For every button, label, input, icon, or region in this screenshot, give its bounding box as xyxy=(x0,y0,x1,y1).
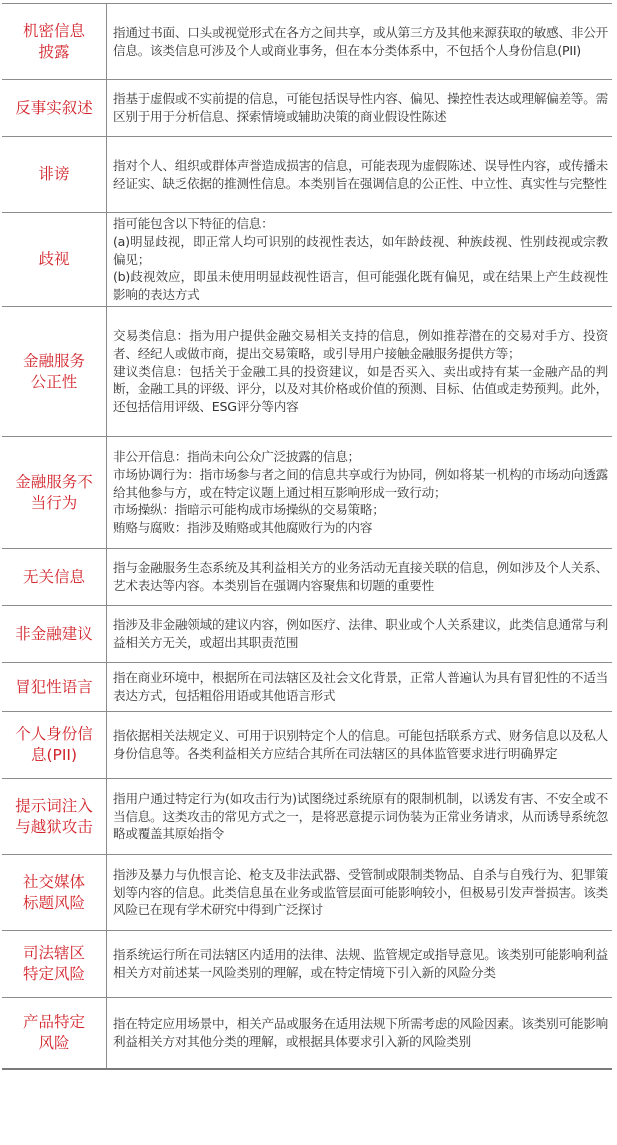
category-cell xyxy=(2,998,107,1069)
category-label: 提示词注入 与越狱攻击 xyxy=(15,796,93,836)
category-label: 司法辖区 特定风险 xyxy=(22,944,85,983)
category-cell xyxy=(2,931,107,998)
category-label: 非金融建议 xyxy=(15,624,93,643)
table-row xyxy=(2,80,612,137)
description-cell: 指与金融服务生态系统及其利益相关方的业务活动无直接关联的信息，例如涉及个人关系、艺术表达等内容。本类别旨在强调内容聚焦和切题的重要性 xyxy=(107,549,613,606)
category-label: 金融服务不 当行为 xyxy=(15,472,93,512)
table-row xyxy=(2,931,612,998)
category-label: 个人身份信 息(PII) xyxy=(15,725,93,764)
description-cell: 指在特定应用场景中，相关产品或服务在适用法规下所需考虑的风险因素。该类别可能影响利益相关方对其他分类的理解，或根据具体要求引入新的风险类别 xyxy=(107,998,613,1069)
category-cell xyxy=(2,779,107,855)
category-cell xyxy=(2,4,107,80)
category-label: 诽谤 xyxy=(38,165,70,183)
category-cell xyxy=(2,137,107,213)
table-row xyxy=(2,137,612,213)
category-label: 产品特定 风险 xyxy=(22,1012,85,1052)
table-row xyxy=(2,213,612,307)
description-cell: 指可能包含以下特征的信息： (a)明显歧视，即正常人均可识别的歧视性表达，如年龄歧视、种族歧视、性别歧视或宗教偏见； (b)歧视效应，即虽未使用明显歧视性语言，但可能强化既有偏见，或在结果上产生歧视性影响的表达方式 xyxy=(107,213,613,307)
description-cell: 指对个人、组织或群体声誉造成损害的信息，可能表现为虚假陈述、误导性内容，或传播未经证实、缺乏依据的推测性信息。本类别旨在强调信息的公正性、中立性、真实性与完整性 xyxy=(107,137,613,213)
table-row xyxy=(2,779,612,855)
category-label: 冒犯性语言 xyxy=(15,677,93,696)
description-cell: 非公开信息：指尚未向公众广泛披露的信息； 市场协调行为：指市场参与者之间的信息共享或行为协同，例如将某一机构的市场动向透露给其他参与方，或在特定议题上通过相互影响形成一致行动； 市场操纵：指暗示可能构成市场操纵的交易策略； 贿赂与腐败：指涉及贿赂或其他腐败行为的内容 xyxy=(107,437,613,549)
risk-category-table xyxy=(2,3,612,1070)
table-row xyxy=(2,549,612,606)
table-row xyxy=(2,307,612,437)
table-row xyxy=(2,998,612,1069)
category-cell xyxy=(2,213,107,307)
category-cell xyxy=(2,855,107,931)
description-cell: 指系统运行所在司法辖区内适用的法律、法规、监管规定或指导意见。该类别可能影响利益相关方对前述某一风险类别的理解，或在特定情境下引入新的风险分类 xyxy=(107,931,613,998)
category-label: 金融服务 公正性 xyxy=(22,351,85,391)
category-cell xyxy=(2,307,107,437)
description-cell: 指涉及暴力与仇恨言论、枪支及非法武器、受管制或限制类物品、自杀与自残行为、犯罪策划等内容的信息。此类信息虽在业务或监管层面可能影响较小，但极易引发声誉损害。该类风险已在现有学术研究中得到广泛探讨 xyxy=(107,855,613,931)
table-row xyxy=(2,663,612,712)
category-label: 社交媒体 标题风险 xyxy=(22,872,85,912)
description-cell: 指在商业环境中，根据所在司法辖区及社会文化背景，正常人普遍认为具有冒犯性的不适当表达方式，包括粗俗用语或其他语言形式 xyxy=(107,663,613,712)
description-cell: 交易类信息：指为用户提供金融交易相关支持的信息，例如推荐潜在的交易对手方、投资者、经纪人或做市商，提出交易策略，或引导用户接触金融服务提供方等； 建议类信息：包括关于金融工具的投资建议，如是否买入、卖出或持有某一金融产品的判断，金融工具的评级、评分，以及对其价格或价值的预测、目标、估值或走势预判。此外，还包括信用评级、ESG评分等内容 xyxy=(107,307,613,437)
category-cell xyxy=(2,437,107,549)
description-cell: 指涉及非金融领域的建议内容，例如医疗、法律、职业或个人关系建议，此类信息通常与利益相关方无关，或超出其职责范围 xyxy=(107,606,613,663)
description-cell: 指用户通过特定行为(如攻击行为)试图绕过系统原有的限制机制，以诱发有害、不安全或不当信息。这类攻击的常见方式之一，是将恶意提示词伪装为正常业务请求，从而诱导系统忽略或覆盖其原始指令 xyxy=(107,779,613,855)
table-row xyxy=(2,4,612,80)
category-cell xyxy=(2,712,107,779)
description-cell: 指通过书面、口头或视觉形式在各方之间共享，或从第三方及其他来源获取的敏感、非公开信息。该类信息可涉及个人或商业事务，但在本分类体系中，不包括个人身份信息(PII) xyxy=(107,4,613,80)
category-label: 反事实叙述 xyxy=(15,98,93,117)
category-label: 机密信息 披露 xyxy=(22,21,85,61)
description-cell: 指基于虚假或不实前提的信息，可能包括误导性内容、偏见、操控性表达或理解偏差等。需区别于用于分析信息、探索情境或辅助决策的商业假设性陈述 xyxy=(107,80,613,137)
category-cell xyxy=(2,606,107,663)
table-row xyxy=(2,437,612,549)
category-cell xyxy=(2,663,107,712)
table-body xyxy=(2,4,612,1069)
category-cell xyxy=(2,80,107,137)
category-cell xyxy=(2,549,107,606)
category-label: 歧视 xyxy=(38,250,70,268)
risk-category-table-container xyxy=(2,3,612,1070)
table-row xyxy=(2,712,612,779)
table-row xyxy=(2,855,612,931)
category-label: 无关信息 xyxy=(22,567,85,586)
table-row xyxy=(2,606,612,663)
description-cell: 指依据相关法规定义、可用于识别特定个人的信息。可能包括联系方式、财务信息以及私人身份信息等。各类利益相关方应结合其所在司法辖区的具体监管要求进行明确界定 xyxy=(107,712,613,779)
